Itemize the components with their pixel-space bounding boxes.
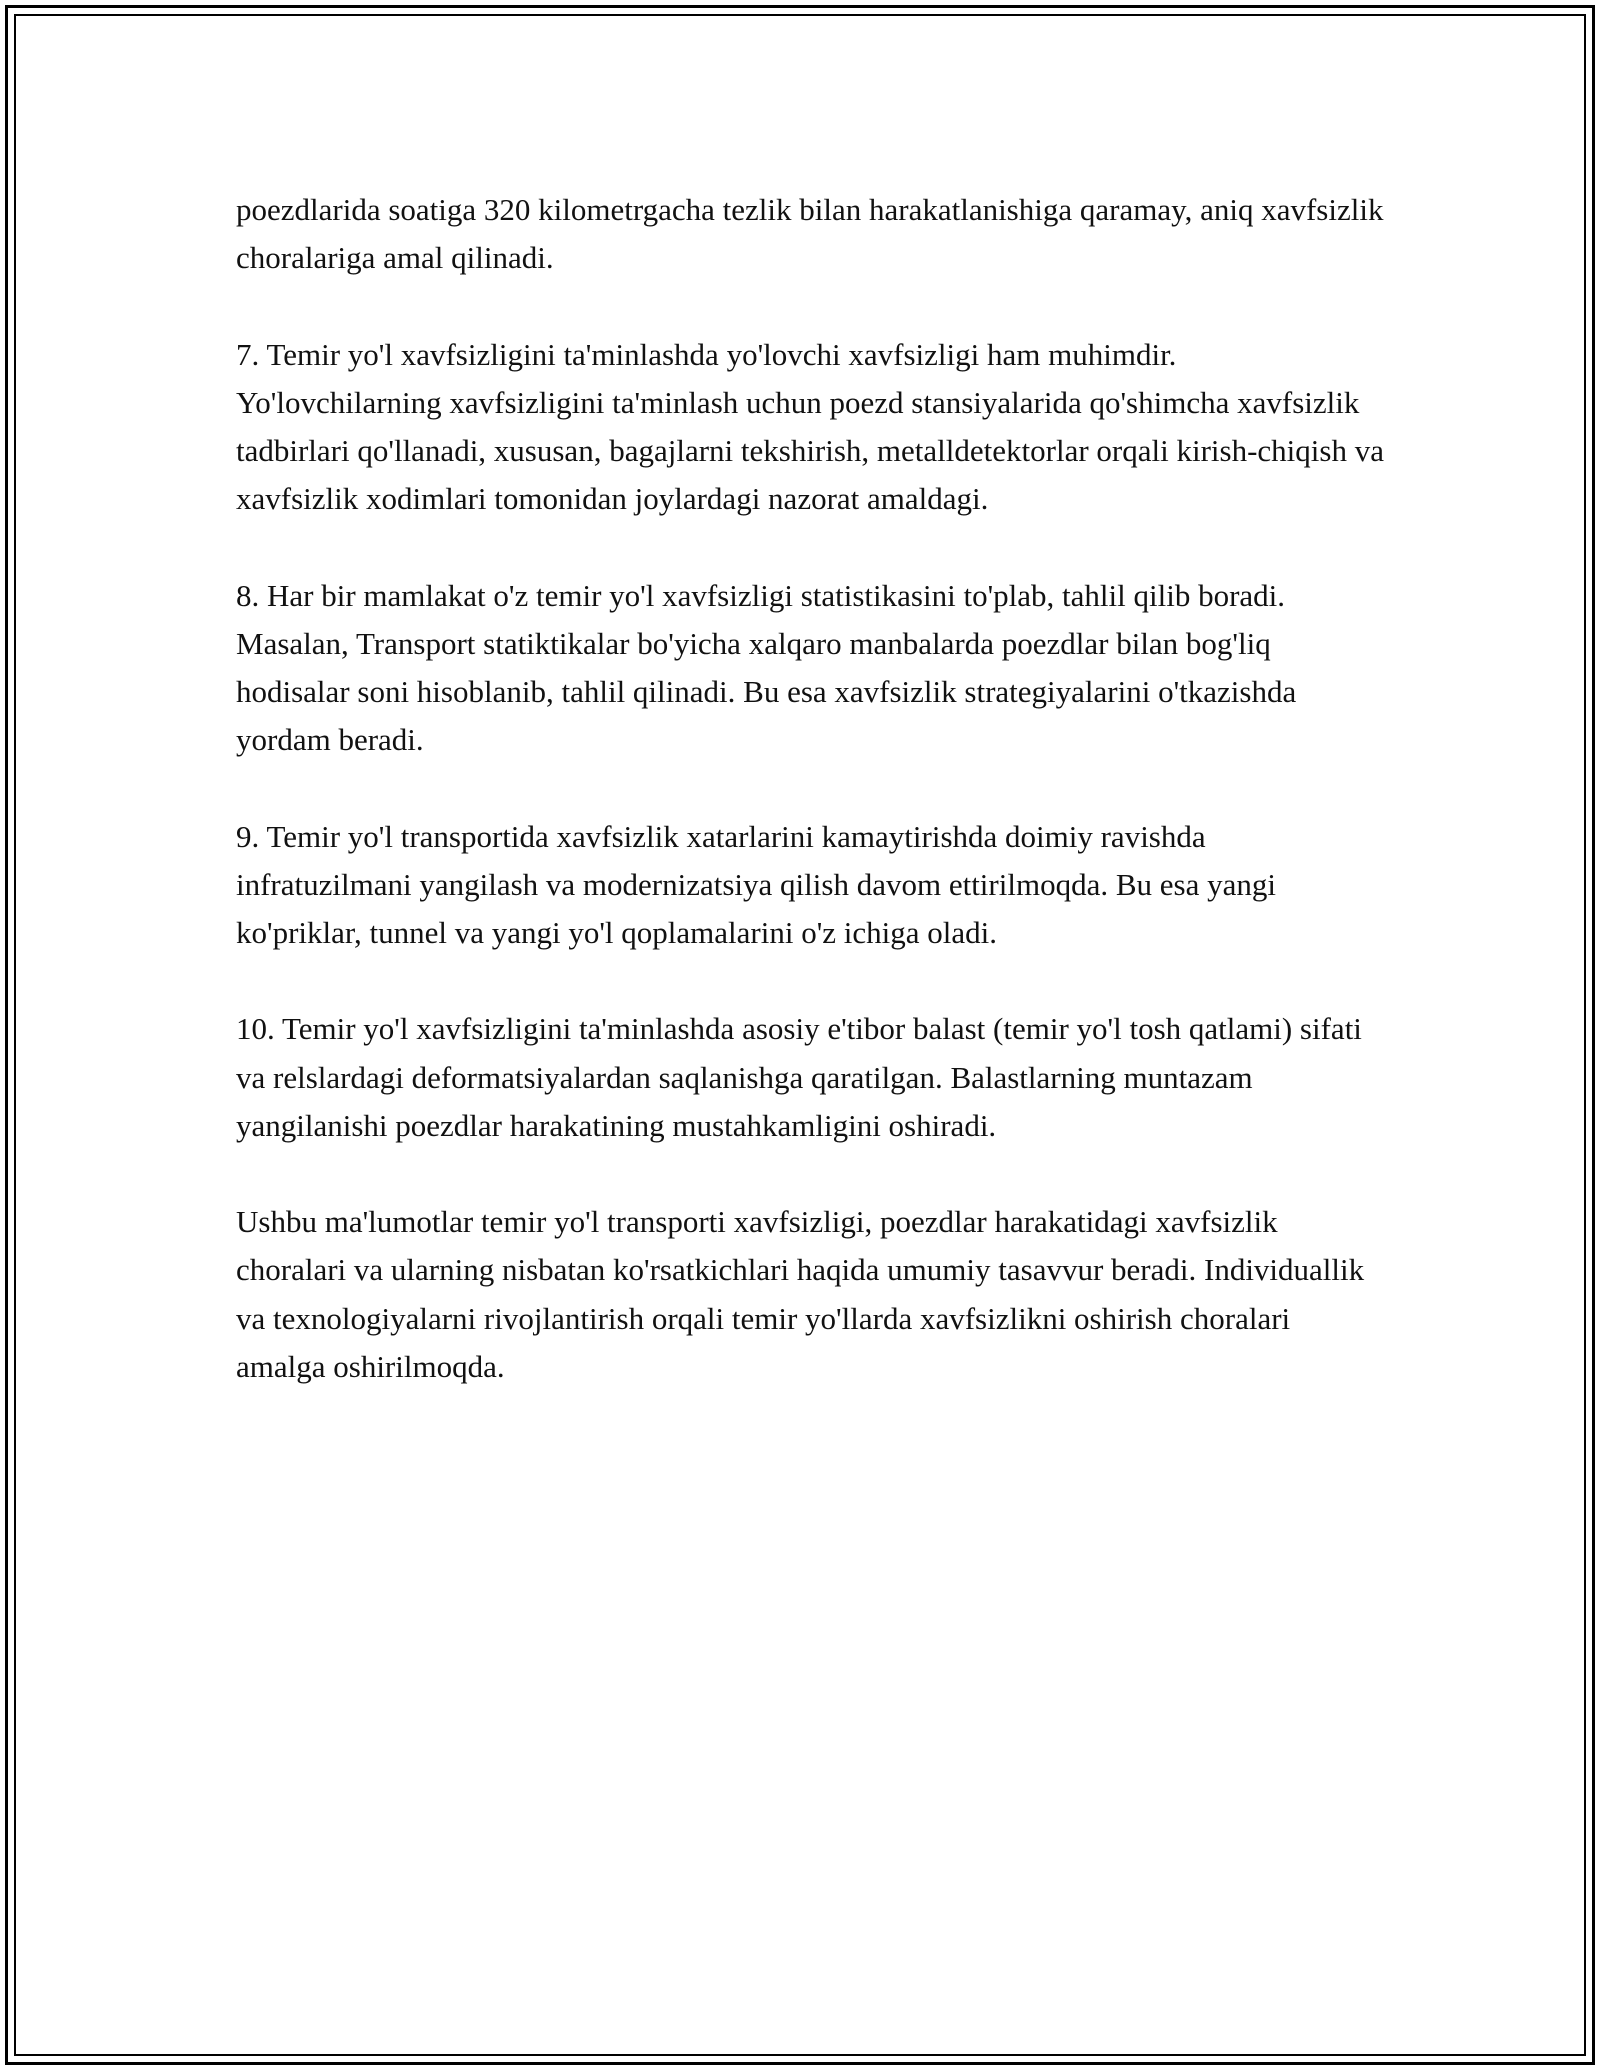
paragraph-conclusion: Ushbu ma'lumotlar temir yo'l transporti xavfsizligi, poezdlar harakatidagi xavfsizlik choralari va ularning nisbatan ko'rsatkichlari haqida umumiy tasavvur beradi. Individuallik va texnologiyalarni rivojlantirish orqali temir yo'llarda xavfsizlikni oshirish choralari amalga oshirilmoqda.: [236, 1204, 1365, 1384]
paragraph-item-9: 9. Temir yo'l transportida xavfsizlik xatarlarini kamaytirishda doimiy ravishda infratuzilmani yangilash va modernizatsiya qilish davom ettirilmoqda. Bu esa yangi ko'priklar, tunnel va yangi yo'l qoplamalarini o'z ichiga oladi.: [236, 818, 1276, 950]
paragraph-item-10: 10. Temir yo'l xavfsizligini ta'minlashda asosiy e'tibor balast (temir yo'l tosh qatlami) sifati va relslardagi deformatsiyalardan saqlanishga qaratilgan. Balastlarning muntazam yangilanishi poezdlar harakatining mustahkamligini oshiradi.: [236, 1011, 1362, 1143]
paragraph-item-7: 7. Temir yo'l xavfsizligini ta'minlashda yo'lovchi xavfsizligi ham muhimdir. Yo'lovchilarning xavfsizligini ta'minlash uchun poezd stansiyalarida qo'shimcha xavfsizlik tadbirlari qo'llanadi, xususan, bagajlarni tekshirish, metalldetektorlar orqali kirish-chiqish va xavfsizlik xodimlari tomonidan joylardagi nazorat amaldagi.: [236, 336, 1384, 517]
paragraph-item-8: 8. Har bir mamlakat o'z temir yo'l xavfsizligi statistikasini to'plab, tahlil qilib boradi. Masalan, Transport statiktikalar bo'yicha xalqaro manbalarda poezdlar bilan bog'liq hodisalar soni hisoblanib, tahlil qilinadi. Bu esa xavfsizlik strategiyalarini o'tkazishda yordam beradi.: [236, 577, 1297, 758]
paragraph-continuation: poezdlarida soatiga 320 kilometrgacha tezlik bilan harakatlanishiga qaramay, aniq xavfsizlik choralariga amal qilinadi.: [236, 192, 1384, 276]
document-body: [236, 186, 1386, 1391]
